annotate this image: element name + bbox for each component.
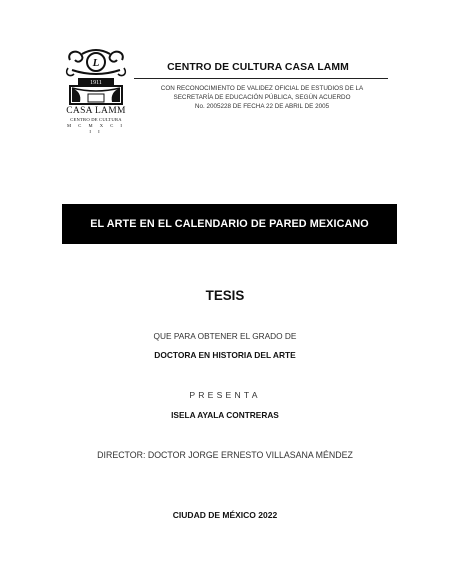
document-type: TESIS bbox=[205, 288, 245, 303]
logo-subtitle: CENTRO DE CULTURA bbox=[70, 117, 122, 122]
svg-text:1911: 1911 bbox=[90, 80, 102, 86]
accreditation-line-2: SECRETARÍA DE EDUCACIÓN PÚBLICA, SEGÚN ACUERDO bbox=[173, 94, 351, 101]
accreditation-line-3: No. 2005228 DE FECHA 22 DE ABRIL DE 2005 bbox=[194, 103, 330, 110]
author-name: ISELA AYALA CONTRERAS bbox=[171, 410, 279, 420]
thesis-title: EL ARTE EN EL CALENDARIO DE PARED MEXICANO bbox=[90, 218, 369, 230]
casa-lamm-emblem-icon bbox=[64, 48, 128, 106]
svg-text:L: L bbox=[92, 57, 100, 69]
logo-name: CASA LAMM bbox=[66, 106, 126, 116]
institution-name: CENTRO DE CULTURA CASA LAMM bbox=[167, 62, 349, 73]
logo-text bbox=[64, 106, 128, 135]
thesis-director: DIRECTOR: DOCTOR JORGE ERNESTO VILLASANA MÉNDEZ bbox=[97, 450, 353, 460]
place-year: CIUDAD DE MÉXICO 2022 bbox=[172, 510, 278, 520]
thesis-title-banner bbox=[62, 204, 397, 244]
presents-label: PRESENTA bbox=[189, 390, 261, 400]
accreditation-line-1: CON RECONOCIMIENTO DE VALIDEZ OFICIAL DE ESTUDIOS DE LA bbox=[160, 85, 364, 92]
header-divider bbox=[134, 78, 388, 79]
degree-purpose: QUE PARA OBTENER EL GRADO DE bbox=[153, 331, 297, 341]
degree-name: DOCTORA EN HISTORIA DEL ARTE bbox=[154, 350, 296, 360]
logo-founded: M C M X C I I I bbox=[67, 123, 125, 134]
